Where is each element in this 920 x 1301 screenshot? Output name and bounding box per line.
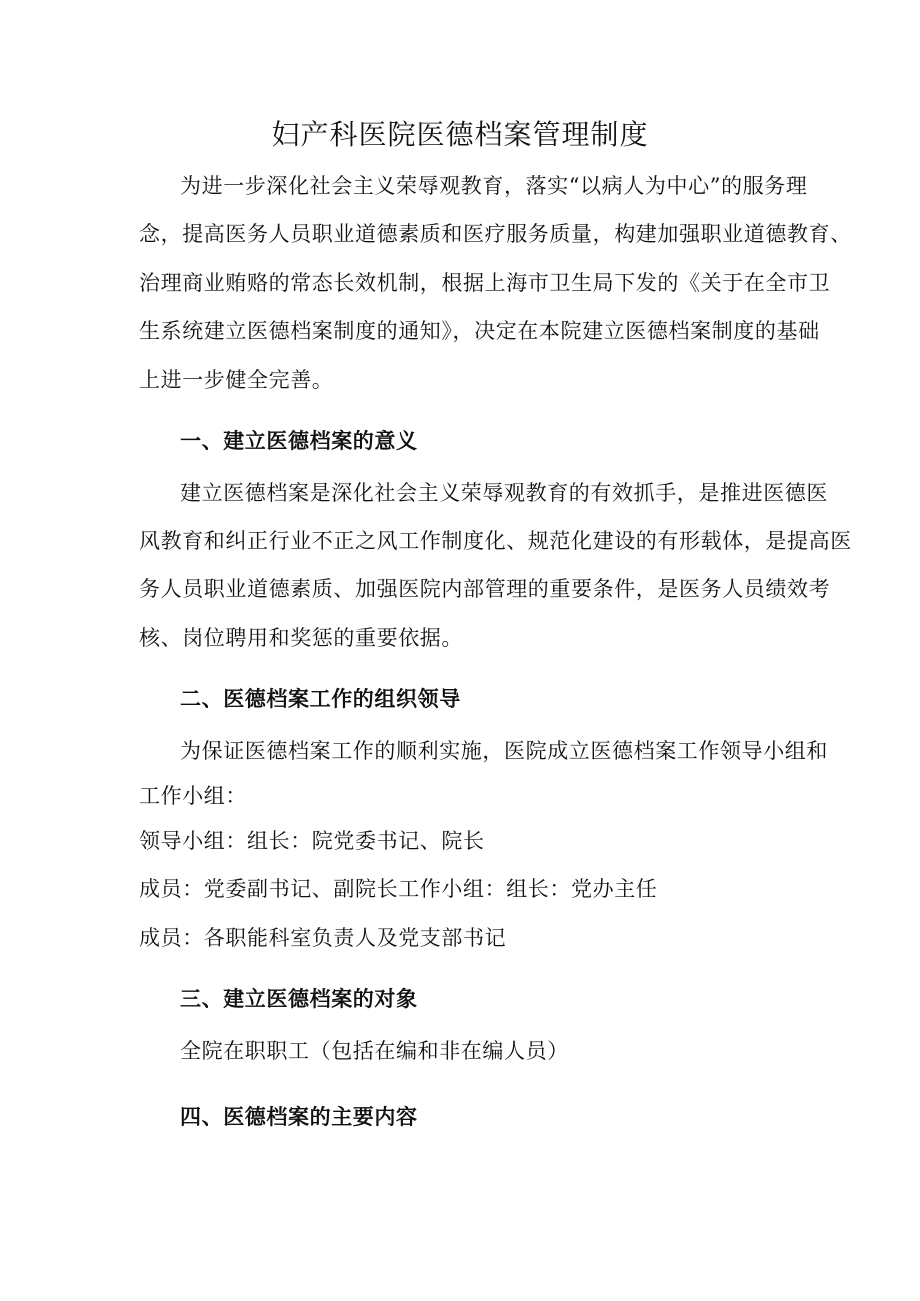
section1-line: 务人员职业道德素质、加强医院内部管理的重要条件，是医务人员绩效考: [139, 577, 831, 601]
document-title: 妇产科医院医德档案管理制度: [271, 118, 649, 151]
intro-line: 为进一步深化社会主义荣辱观教育，落实“以病人为中心”的服务理: [180, 174, 808, 198]
section2-line: 工作小组：: [139, 784, 247, 808]
intro-line: 上进一步健全完善。: [139, 368, 334, 392]
section1-line: 核、岗位聘用和奖惩的重要依据。: [139, 626, 463, 650]
section-heading-4: 四、医德档案的主要内容: [180, 1105, 418, 1129]
section-heading-3: 三、建立医德档案的对象: [180, 987, 418, 1011]
leader-group-line: 领导小组：组长：院党委书记、院长: [139, 829, 485, 853]
intro-line: 生系统建立医德档案制度的通知》，决定在本院建立医德档案制度的基础: [139, 319, 820, 343]
section-heading-2: 二、医德档案工作的组织领导: [180, 687, 461, 711]
member-line: 成员：党委副书记、副院长工作小组：组长：党办主任: [139, 877, 658, 901]
intro-line: 念，提高医务人员职业道德素质和医疗服务质量，构建加强职业道德教育、: [139, 222, 852, 246]
section3-line: 全院在职职工（包括在编和非在编人员）: [180, 1039, 569, 1063]
section-heading-1: 一、建立医德档案的意义: [180, 429, 418, 453]
section2-line: 为保证医德档案工作的顺利实施，医院成立医德档案工作领导小组和: [180, 739, 828, 763]
member-line: 成员：各职能科室负责人及党支部书记: [139, 926, 507, 950]
section1-line: 风教育和纠正行业不正之风工作制度化、规范化建设的有形载体，是提高医: [139, 529, 852, 553]
intro-line: 治理商业贿赂的常态长效机制，根据上海市卫生局下发的《关于在全市卫: [139, 271, 831, 295]
section1-line: 建立医德档案是深化社会主义荣辱观教育的有效抓手，是推进医德医: [180, 481, 828, 505]
